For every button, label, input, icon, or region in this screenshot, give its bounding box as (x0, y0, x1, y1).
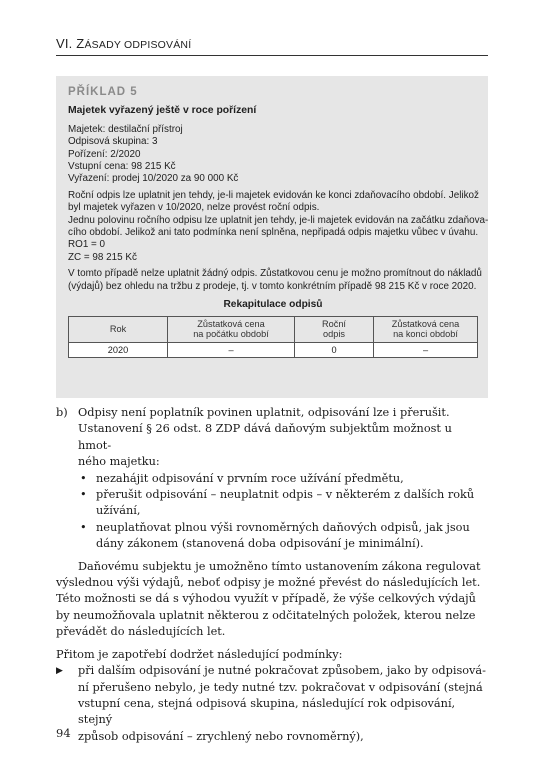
table-row (69, 342, 478, 358)
list-item: • neuplatňovat plnou výši rovnoměrných daňových odpisů, jak jsou dány zákonem (stanovená doba odpisování je minimální). (80, 520, 470, 551)
fact-line: Pořízení: 2/2020 (68, 148, 141, 160)
table-cell: 2020 (69, 342, 168, 358)
example-label: PŘÍKLAD 5 (68, 86, 138, 98)
example-explanation (68, 189, 489, 240)
bullet-list (78, 471, 488, 553)
explanation-line: cího období. Jelikož ani tato podmínka není splněna, nepřipadá odpis majetku vůbec v úvahu. (68, 227, 479, 239)
item-b-line: Ustanovení § 26 odst. 8 ZDP dává daňovým subjektům možnost u hmot- (78, 422, 452, 452)
conclusion-line: V tomto případě nelze uplatnit žádný odpis. Zůstatkovou cenu je možno promítnout do nákladů (68, 268, 482, 280)
fact-line: Vyřazení: prodej 10/2020 za 90 000 Kč (68, 173, 239, 185)
conditions-intro: Přitom je zapotřebí dodržet následující podmínky: (56, 647, 343, 661)
fact-line: Odpisová skupina: 3 (68, 136, 158, 148)
table-header-end-value: Zůstatková cena na konci období (374, 316, 478, 342)
explanation-line: Jednu polovinu ročního odpisu lze uplatnit jen tehdy, je-li majetek evidován na začátku zdaňova- (68, 214, 489, 226)
page-number: 94 (56, 726, 71, 740)
example-conclusion (68, 268, 482, 293)
example-results (68, 239, 478, 264)
bullet-icon: • (80, 471, 87, 485)
triangle-bullet-icon: ▶ (56, 666, 63, 677)
list-item-b (56, 405, 488, 553)
example-facts (68, 124, 478, 186)
table-cell: 0 (295, 342, 374, 358)
result-line: ZC = 98 215 Kč (68, 251, 137, 263)
table-header-year: Rok (69, 316, 168, 342)
example-title: Majetek vyřazený ještě v roce pořízení (68, 105, 257, 117)
table-header-start-value: Zůstatková cena na počátku období (168, 316, 295, 342)
recap-table-title: Rekapitulace odpisů (223, 299, 323, 311)
bullet-icon: • (80, 488, 87, 502)
body-text (56, 405, 488, 745)
bullet-icon: • (80, 520, 87, 534)
table-header-annual-depreciation: Roční odpis (295, 316, 374, 342)
running-header (56, 36, 488, 56)
explanation-line: Roční odpis lze uplatnit jen tehdy, je-li majetek evidován ke konci zdaňovacího období. Jelikož (68, 189, 479, 201)
example-box (56, 76, 488, 398)
result-line: RO1 = 0 (68, 239, 106, 251)
explanation-line: byl majetek vyřazen v 10/2020, nelze provést roční odpis. (68, 202, 320, 214)
recap-table (68, 316, 478, 359)
item-b-line: Odpisy není poplatník povinen uplatnit, odpisování lze i přerušit. (78, 406, 450, 419)
list-marker: b) (56, 406, 68, 419)
item-b-line: ného majetku: (78, 455, 160, 469)
fact-line: Vstupní cena: 98 215 Kč (68, 161, 176, 173)
table-header-row (69, 316, 478, 342)
fact-line: Majetek: destilační přístroj (68, 123, 183, 135)
chapter-title-rest: ÁSADY ODPISOVÁNÍ (84, 39, 192, 51)
paragraph: Daňovému subjektu je umožněno tímto ustanovením zákona regulovat výslednou výši výdajů, neboť odpisy je možné převést do následujících let. Této možnosti se dá s výhodou využít v případě, že výše celkových výdajů by neumožňovala uplatnit některou z odčitatelných položek, kterou nelze převádět do následujících let. (56, 559, 481, 639)
conclusion-line: (výdajů) bez ohledu na tržbu z prodeje, tj. v tomto konkrétním případě 98 215 Kč v roce 2020. (68, 280, 477, 292)
table-cell: – (374, 342, 478, 358)
list-item: • přerušit odpisování – neuplatnit odpis – v některém z dalších roků užívání, (80, 488, 475, 518)
list-item: • nezahájit odpisování v prvním roce užívání předmětu, (78, 471, 488, 487)
chapter-prefix: VI. Z (56, 36, 85, 51)
list-item: ▶ při dalším odpisování je nutné pokračovat způsobem, jako by odpisová- ní přerušeno nebylo, je tedy nutné tzv. pokračovat v odpisování (stejná vstupní cena, stejná odpisová skupina, následující rok odpisování, stejný způsob odpisování – zrychlený nebo rovnoměrný), (56, 664, 486, 743)
table-cell: – (168, 342, 295, 358)
